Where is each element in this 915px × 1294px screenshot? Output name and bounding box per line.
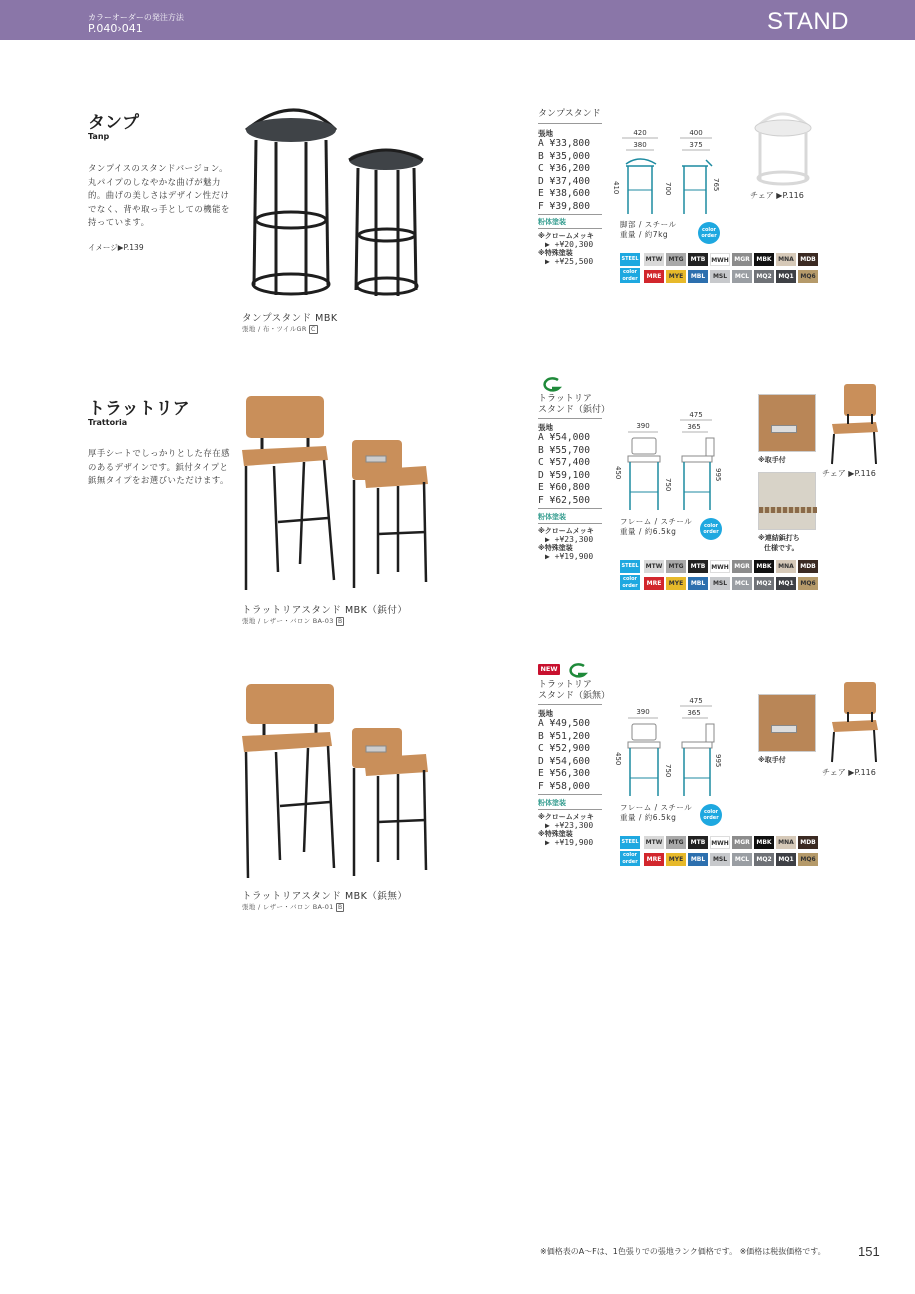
color-chip[interactable]: MBK [754,836,774,849]
color-chip[interactable]: MBK [754,560,774,573]
color-chip[interactable]: MRE [644,853,664,866]
ref-caption-trattoria-rivet[interactable]: チェア ▶P.116 [822,469,876,478]
price-row: C ¥57,400 [538,457,590,468]
color-chip[interactable]: MQ6 [798,577,818,590]
color-chip[interactable]: MCL [732,853,752,866]
tanp-chair-photo [748,106,818,188]
weight-tanp: 重量 / 約7kg [620,230,669,239]
color-chip[interactable]: MBK [754,253,774,266]
tanp-seat [246,118,336,142]
option-special: ※特殊塗装 [538,830,573,838]
color-chip[interactable]: MTB [688,836,708,849]
color-chip[interactable]: MRE [644,270,664,283]
fabric-rank-badge: C [311,326,316,333]
price-row: E ¥38,600 [538,188,590,199]
dim-text: 765 [712,178,720,192]
powder-coat-label: 粉体塗装 [538,218,566,226]
tanp-stand-photo [236,100,436,305]
option-special: ※特殊塗装 [538,544,573,552]
price-row: E ¥56,300 [538,768,590,779]
dim-text: 475 [689,411,703,419]
dim-text: 700 [664,182,672,196]
color-chip[interactable]: MDB [798,253,818,266]
price-row: F ¥62,500 [538,494,590,506]
ref-caption-tanp[interactable]: チェア ▶P.116 [750,191,804,200]
color-chip[interactable]: MBL [688,577,708,590]
upholstery-label: 張地 [538,423,553,432]
dim-text: 450 [614,466,622,480]
color-chip[interactable]: MNA [776,836,796,849]
color-order-badge[interactable]: color order [700,804,722,826]
dim-text: 750 [664,764,672,778]
dim-text: 750 [664,478,672,492]
weight-trattoria-rivet: 重量 / 約6.5kg [620,527,677,536]
price-list-tanp [538,138,590,213]
price-row: A ¥33,800 [538,138,590,149]
fabric-rank-badge: B [338,904,343,911]
handle-detail-photo [758,394,816,452]
color-chip[interactable]: MTG [666,560,686,573]
color-chip[interactable]: MNA [776,560,796,573]
product-name-en-tanp: Tanp [88,132,110,141]
price-row: F ¥58,000 [538,780,590,792]
color-chip[interactable]: MQ1 [776,577,796,590]
ref-caption-trattoria-plain[interactable]: チェア ▶P.116 [822,768,876,777]
dim-text: 420 [633,129,647,137]
color-chip[interactable]: MSL [710,270,730,283]
color-chip[interactable]: MQ1 [776,853,796,866]
color-chip[interactable]: MGR [732,836,752,849]
option-chrome: ※クロームメッキ [538,813,594,821]
color-order-label: color order [620,851,640,866]
upholstery-label: 張地 [538,709,553,718]
header-pages[interactable]: P.040›041 [88,22,143,35]
new-badge: NEW [538,664,560,675]
color-order-badge[interactable]: color order [700,518,722,540]
trattoria-rivet-photo [238,394,438,594]
photo-caption-trattoria-rivet: トラットリアスタンド MBK（鋲付） [242,605,408,616]
price-row: D ¥59,100 [538,469,590,481]
steel-label: STEEL [620,836,640,849]
color-chip[interactable]: MTW [644,253,664,266]
handle-detail-photo [758,694,816,752]
weight-trattoria-plain: 重量 / 約6.5kg [620,813,677,822]
fabric-rank-badge: B [338,618,343,625]
option-chrome: ※クロームメッキ [538,527,594,535]
color-chip[interactable]: MQ2 [754,270,774,283]
section-title: STAND [766,8,849,35]
photo-caption-tanp: タンプスタンド MBK [242,313,338,324]
product-description-trattoria: 厚手シートでしっかりとした存在感のあるデザインです。鋲付タイプと鋲無タイプをお選びいただけます。 [88,448,230,485]
trattoria-chair-photo [826,384,882,466]
dim-text: 475 [689,697,703,705]
g-mark-icon [538,376,564,392]
steel-label: STEEL [620,253,640,266]
photo-sub-tanp: 張地 / 布・ツイルGR C [242,325,316,333]
color-order-badge[interactable]: color order [698,222,720,244]
price-row: B ¥51,200 [538,730,590,742]
product-name-trattoria: トラットリア [88,399,190,419]
dimension-diagram-trattoria-plain [608,696,728,802]
color-chip[interactable]: MDB [798,560,818,573]
color-chip[interactable]: MCL [732,270,752,283]
color-chip[interactable]: MYE [666,577,686,590]
price-list-trattoria-plain [538,718,590,793]
option-chrome-price: ▶ +¥20,300 [545,240,594,249]
dim-text: 450 [614,752,622,766]
color-chip[interactable]: MQ6 [798,270,818,283]
color-chip[interactable]: MSL [710,577,730,590]
price-row: C ¥52,900 [538,743,590,754]
color-order-label: color order [620,575,640,590]
g-mark-icon [564,662,590,678]
option-chrome-price: ▶ +¥23,300 [545,535,594,544]
dim-text: 380 [633,141,647,149]
dim-text: 390 [636,708,650,716]
dim-text: 400 [689,129,703,137]
color-palette-tanp [620,253,820,285]
header-subtitle: カラーオーダーの発注方法 [88,13,184,22]
dim-text: 410 [612,181,620,195]
dim-text: 375 [689,141,703,149]
trattoria-chair-photo [826,682,882,764]
price-row: C ¥36,200 [538,163,590,174]
material-tanp: 脚部 / スチール [620,220,677,229]
option-special-price: ▶ +¥19,900 [545,838,594,847]
powder-coat-label: 粉体塗装 [538,513,566,521]
option-chrome-price: ▶ +¥23,300 [545,821,594,830]
color-chip[interactable]: MWH [710,560,730,573]
price-list-trattoria-rivet [538,432,590,507]
dim-text: 365 [687,709,701,717]
price-row: E ¥60,800 [538,482,590,493]
option-special-price: ▶ +¥25,500 [545,257,594,266]
photo-sub-trattoria-plain: 張地 / レザー・バロン BA-01 B [242,903,343,911]
color-chip[interactable]: MWH [710,836,730,849]
color-palette-trattoria-rivet [620,560,820,592]
option-special-price: ▶ +¥19,900 [545,552,594,561]
trattoria-plain-photo [238,682,438,882]
color-chip[interactable]: MQ2 [754,577,774,590]
color-chip[interactable]: MTB [688,253,708,266]
price-row: A ¥54,000 [538,432,590,443]
spec-title-trattoria-rivet: トラットリア スタンド（鋲付） [538,394,611,415]
color-chip[interactable]: MYE [666,270,686,283]
color-chip[interactable]: MBL [688,853,708,866]
price-row: D ¥54,600 [538,755,590,767]
color-palette-trattoria-plain [620,836,820,868]
color-chip[interactable]: MTW [644,560,664,573]
photo-caption-trattoria-plain: トラットリアスタンド MBK（鋲無） [242,891,408,902]
page-number: 151 [858,1244,880,1259]
color-chip[interactable]: MDB [798,836,818,849]
price-row: F ¥39,800 [538,200,590,212]
color-chip[interactable]: MCL [732,577,752,590]
color-chip[interactable]: MTG [666,253,686,266]
color-chip[interactable]: MYE [666,853,686,866]
price-row: A ¥49,500 [538,718,590,729]
product-name-tanp: タンプ [88,113,139,133]
color-chip[interactable]: MTG [666,836,686,849]
color-chip[interactable]: MRE [644,577,664,590]
dim-text: 365 [687,423,701,431]
steel-label: STEEL [620,560,640,573]
dimension-diagram-trattoria-rivet [608,410,728,516]
price-row: D ¥37,400 [538,175,590,187]
dim-text: 995 [714,468,722,482]
color-chip[interactable]: MQ6 [798,853,818,866]
color-chip[interactable]: MBL [688,270,708,283]
dim-text: 995 [714,754,722,768]
note-rivet: ※連結鋲打ち 仕様です。 [758,534,800,552]
color-chip[interactable]: MQ2 [754,853,774,866]
price-row: B ¥55,700 [538,444,590,456]
product-description-tanp: タンプイスのスタンドバージョン。丸パイプのしなやかな曲げが魅力的。曲げの美しさはデザイン性だけでなく、背や取っ手としての機能を持っています。 [88,163,230,227]
color-chip[interactable]: MNA [776,253,796,266]
note-handle: ※取手付 [758,756,786,764]
price-row: B ¥35,000 [538,150,590,162]
color-chip[interactable]: MTB [688,560,708,573]
color-chip[interactable]: MWH [710,253,730,266]
image-ref-link[interactable]: イメージ▶P.139 [88,243,144,252]
color-chip[interactable]: MGR [732,253,752,266]
spec-title-tanp: タンプスタンド [538,109,601,119]
dim-text: 390 [636,422,650,430]
color-chip[interactable]: MTW [644,836,664,849]
product-name-en-trattoria: Trattoria [88,418,128,427]
page-header [0,0,915,40]
note-handle: ※取手付 [758,456,786,464]
spec-title-trattoria-plain: トラットリア スタンド（鋲無） [538,680,611,701]
color-chip[interactable]: MQ1 [776,270,796,283]
color-chip[interactable]: MSL [710,853,730,866]
option-special: ※特殊塗装 [538,249,573,257]
material-trattoria-plain: フレーム / スチール [620,803,693,812]
powder-coat-label: 粉体塗装 [538,799,566,807]
dimension-diagram-tanp [608,126,728,220]
option-chrome: ※クロームメッキ [538,232,594,240]
material-trattoria-rivet: フレーム / スチール [620,517,693,526]
color-chip[interactable]: MGR [732,560,752,573]
footer-note: ※価格表のA〜Fは、1色張りでの張地ランク価格です。 ※価格は税抜価格です。 [540,1247,826,1256]
photo-sub-trattoria-rivet: 張地 / レザー・バロン BA-03 B [242,617,343,625]
color-order-label: color order [620,268,640,283]
rivet-detail-photo [758,472,816,530]
upholstery-label: 張地 [538,129,553,138]
